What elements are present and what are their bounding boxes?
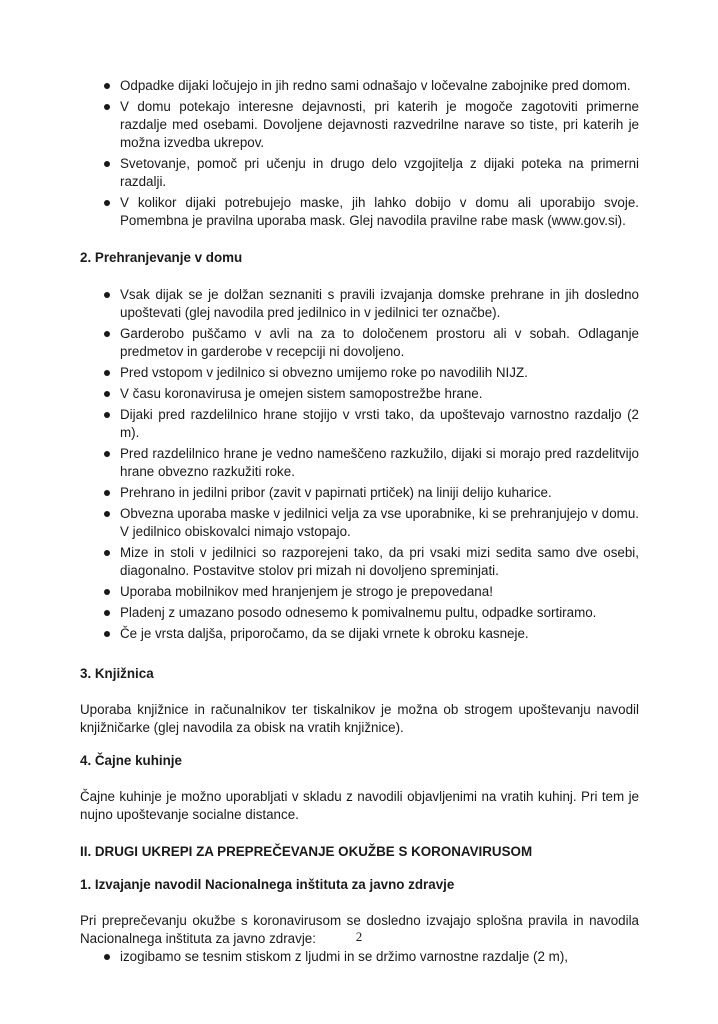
list-item: Odpadke dijaki ločujejo in jih redno sami odnašajo v ločevalne zabojnike pred domom.: [80, 77, 639, 95]
list-item: Če je vrsta daljša, priporočamo, da se dijaki vrnete k obroku kasneje.: [80, 625, 639, 643]
list-item: V času koronavirusa je omejen sistem samopostrežbe hrane.: [80, 385, 639, 403]
part-heading-drugi-ukrepi: II. DRUGI UKREPI ZA PREPREČEVANJE OKUŽBE S KORONAVIRUSOM: [80, 844, 533, 859]
list-item: Mize in stoli v jedilnici so razporejeni tako, da pri vsaki mizi sedita samo dve osebi, diagonalno. Postavitve stolov pri mizah ni dovoljeno spreminjati.: [80, 544, 639, 580]
list-item: V kolikor dijaki potrebujejo maske, jih lahko dobijo v domu ali uporabijo svoje. Pomembna je pravilna uporaba mask. Glej navodila pravilne rabe mask (www.gov.si).: [80, 194, 639, 230]
page-number: 2: [355, 929, 363, 944]
section-heading-prehranjevanje: 2. Prehranjevanje v domu: [80, 250, 243, 265]
section-heading-knjiznica: 3. Knjižnica: [80, 666, 154, 681]
section-heading-cajne-kuhinje: 4. Čajne kuhinje: [80, 753, 182, 768]
list-item: Garderobo puščamo v avli na za to določenem prostoru ali v sobah. Odlaganje predmetov in garderobe v recepciji ni dovoljeno.: [80, 325, 639, 361]
list-item: Pred vstopom v jedilnico si obvezno umijemo roke po navodilih NIJZ.: [80, 364, 639, 382]
list-item: Pladenj z umazano posodo odnesemo k pomivalnemu pultu, odpadke sortiramo.: [80, 604, 639, 622]
list-item: Svetovanje, pomoč pri učenju in drugo delo vzgojitelja z dijaki poteka na primerni razdalji.: [80, 155, 639, 191]
list-item: Obvezna uporaba maske v jedilnici velja za vse uporabnike, ki se prehranjujejo v domu. V jedilnico obiskovalci nimajo vstopajo.: [80, 505, 639, 541]
list-item: Prehrano in jedilni pribor (zavit v papirnati prtiček) na liniji delijo kuharice.: [80, 484, 639, 502]
list-item: Pred razdelilnico hrane je vedno nameščeno razkužilo, dijaki si morajo pred razdelitvijo hrane obvezno razkužiti roke.: [80, 445, 639, 481]
list-item: Vsak dijak se je dolžan seznaniti s pravili izvajanja domske prehrane in jih dosledno upoštevati (glej navodila pred jedilnico in v jedilnici ter označbe).: [80, 286, 639, 322]
list-item: izogibamo se tesnim stiskom z ljudmi in se držimo varnostne razdalje (2 m),: [80, 948, 639, 966]
page-content: [80, 77, 639, 969]
bullet-list-top: [80, 77, 639, 230]
bullet-list-nijz: [80, 948, 639, 966]
list-item: Dijaki pred razdelilnico hrane stojijo v vrsti tako, da upoštevajo varnostno razdaljo (2 m).: [80, 406, 639, 442]
nijz-paragraph: Pri preprečevanju okužbe s koronavirusom se dosledno izvajajo splošna pravila in navodila Nacionalnega inštituta za javno zdravje:: [80, 913, 639, 946]
cajne-kuhinje-paragraph: Čajne kuhinje je možno uporabljati v skladu z navodili objavljenimi na vratih kuhinj. Pri tem je nujno upoštevanje socialne distance.: [80, 789, 639, 822]
list-item: Uporaba mobilnikov med hranjenjem je strogo je prepovedana!: [80, 583, 639, 601]
bullet-list-prehranjevanje: [80, 286, 639, 643]
knjiznica-paragraph: Uporaba knjižnice in računalnikov ter tiskalnikov je možna ob strogem upoštevanju navodil knjižničarke (glej navodila za obisk na vratih knjižnice).: [80, 702, 639, 735]
list-item: V domu potekajo interesne dejavnosti, pri katerih je mogoče zagotoviti primerne razdalje med osebami. Dovoljene dejavnosti razvedrilne narave so tiste, pri katerih je možna izvedba ukrepov.: [80, 98, 639, 152]
sub-heading-nijz: 1. Izvajanje navodil Nacionalnega inštituta za javno zdravje: [80, 877, 455, 892]
